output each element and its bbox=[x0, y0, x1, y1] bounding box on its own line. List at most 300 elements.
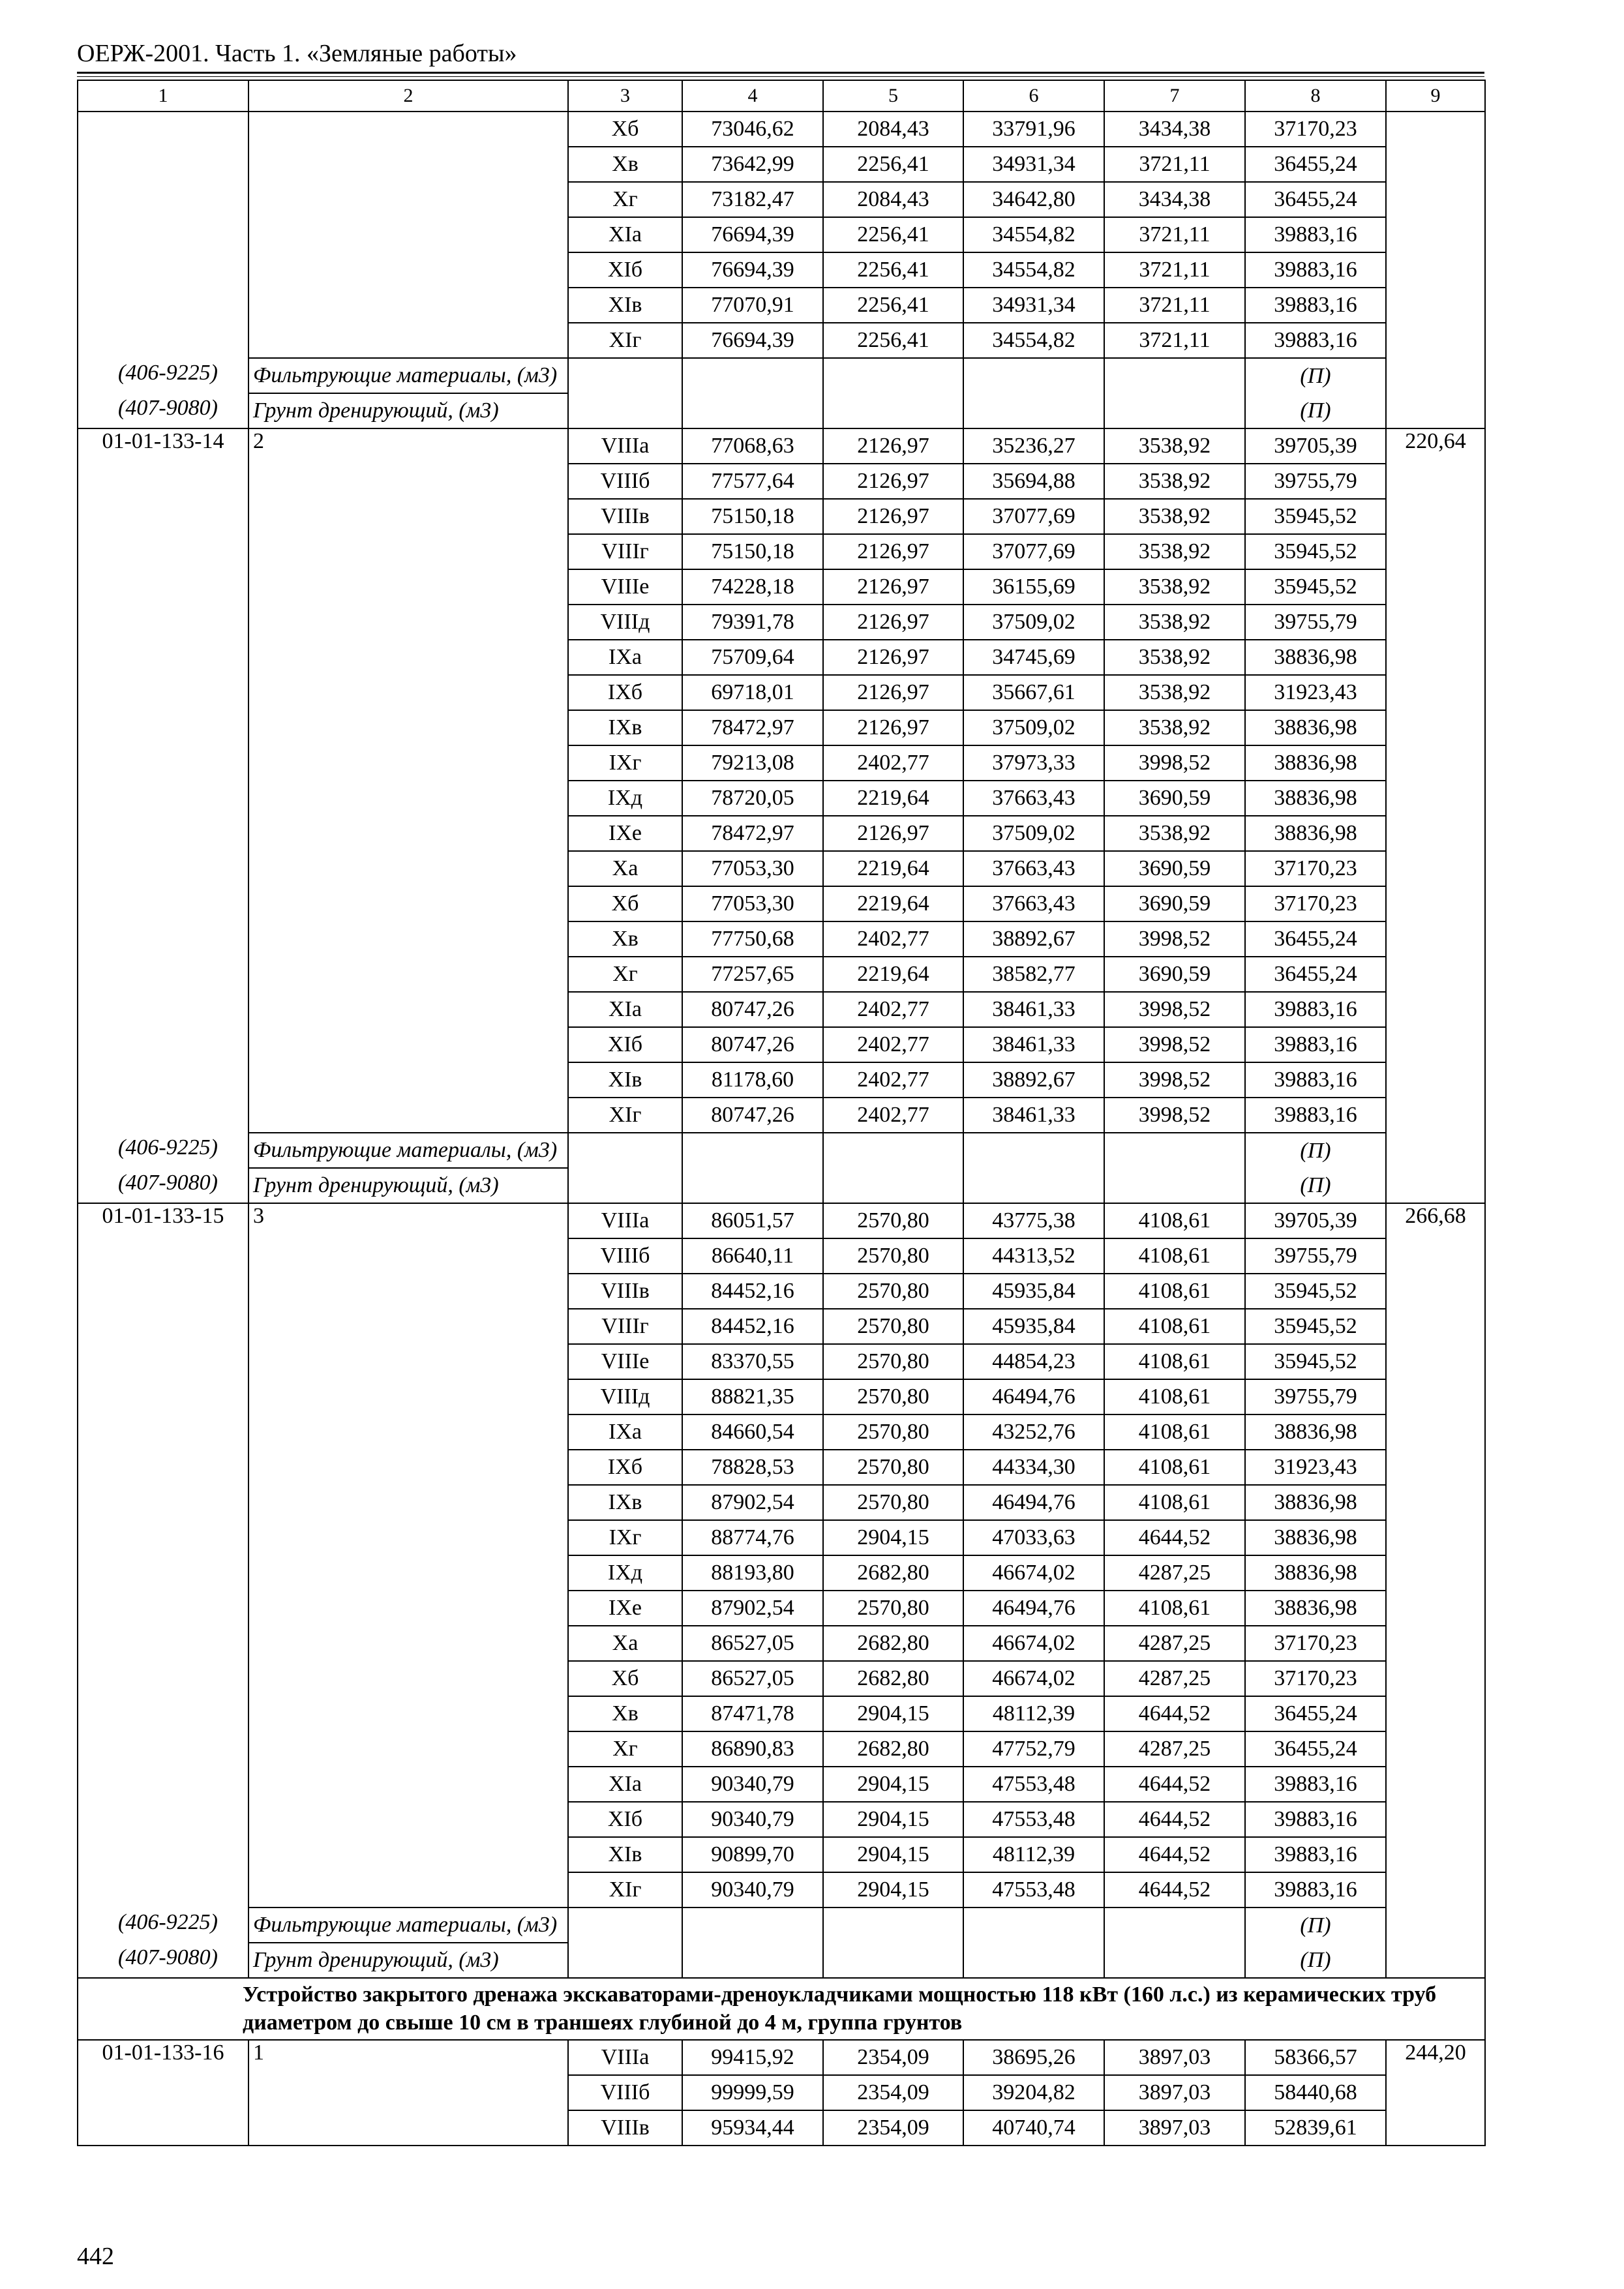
empty-cell bbox=[1104, 1133, 1245, 1168]
empty-cell bbox=[823, 1943, 963, 1978]
cost-cell: 4287,25 bbox=[1104, 1626, 1245, 1661]
cost-cell: 2126,97 bbox=[823, 569, 963, 605]
material-note-row bbox=[78, 1133, 1485, 1168]
empty-cell bbox=[1104, 393, 1245, 428]
cost-cell: 39883,16 bbox=[1245, 1872, 1386, 1908]
cost-cell: 47752,79 bbox=[963, 1731, 1104, 1767]
cost-cell: 84452,16 bbox=[682, 1309, 823, 1344]
cost-cell: 76694,39 bbox=[682, 323, 823, 358]
cost-cell: 44334,30 bbox=[963, 1450, 1104, 1485]
cost-cell: 3998,52 bbox=[1104, 1062, 1245, 1098]
cost-cell: 38582,77 bbox=[963, 957, 1104, 992]
cost-cell: 43775,38 bbox=[963, 1203, 1104, 1238]
cost-cell: 38836,98 bbox=[1245, 1555, 1386, 1591]
material-note-row bbox=[78, 1943, 1485, 1978]
material-name: Фильтрующие материалы, (м3) bbox=[248, 358, 568, 393]
cost-cell: 37170,23 bbox=[1245, 1661, 1386, 1696]
soil-group: Хв bbox=[568, 921, 682, 957]
cost-cell: 2126,97 bbox=[823, 428, 963, 464]
cost-cell: 3690,59 bbox=[1104, 886, 1245, 921]
cost-cell: 36455,24 bbox=[1245, 147, 1386, 182]
cost-cell: 3690,59 bbox=[1104, 957, 1245, 992]
cost-cell: 38892,67 bbox=[963, 921, 1104, 957]
soil-group: IXa bbox=[568, 1414, 682, 1450]
cost-cell: 73642,99 bbox=[682, 147, 823, 182]
rate-code: 01-01-133-16 bbox=[78, 2040, 248, 2146]
cost-cell: 39883,16 bbox=[1245, 217, 1386, 252]
soil-group: VIIIe bbox=[568, 1344, 682, 1379]
cost-cell: 88193,80 bbox=[682, 1555, 823, 1591]
cost-cell: 2402,77 bbox=[823, 992, 963, 1027]
table-row bbox=[78, 1203, 1485, 1238]
cost-cell: 2219,64 bbox=[823, 851, 963, 886]
soil-group: IXв bbox=[568, 1485, 682, 1520]
table-row bbox=[78, 112, 1485, 147]
soil-group: Xa bbox=[568, 851, 682, 886]
cost-cell: 2402,77 bbox=[823, 745, 963, 781]
soil-group: IXe bbox=[568, 1591, 682, 1626]
cost-cell: 4644,52 bbox=[1104, 1520, 1245, 1555]
cost-cell: 74228,18 bbox=[682, 569, 823, 605]
soil-group: IXe bbox=[568, 816, 682, 851]
material-mark: (П) bbox=[1245, 1168, 1386, 1203]
material-mark: (П) bbox=[1245, 1133, 1386, 1168]
cost-cell: 2402,77 bbox=[823, 1062, 963, 1098]
cost-cell: 2570,80 bbox=[823, 1485, 963, 1520]
cost-cell: 38836,98 bbox=[1245, 1414, 1386, 1450]
empty-cell bbox=[568, 358, 682, 393]
material-code: (406-9225) bbox=[118, 361, 218, 385]
cost-cell: 77577,64 bbox=[682, 464, 823, 499]
cost-cell: 37077,69 bbox=[963, 534, 1104, 569]
column-number: 5 bbox=[823, 80, 963, 112]
cost-cell: 38836,98 bbox=[1245, 816, 1386, 851]
cost-cell: 2126,97 bbox=[823, 640, 963, 675]
cost-cell: 78472,97 bbox=[682, 710, 823, 745]
cost-cell: 3538,92 bbox=[1104, 499, 1245, 534]
cost-cell: 2126,97 bbox=[823, 464, 963, 499]
cost-cell: 39755,79 bbox=[1245, 464, 1386, 499]
rate-parameter: 2 bbox=[248, 428, 568, 1133]
soil-group: XIa bbox=[568, 992, 682, 1027]
cost-cell: 84452,16 bbox=[682, 1274, 823, 1309]
cost-cell: 35945,52 bbox=[1245, 534, 1386, 569]
cost-cell: 39883,16 bbox=[1245, 992, 1386, 1027]
cost-cell: 3434,38 bbox=[1104, 112, 1245, 147]
page-number: 442 bbox=[77, 2243, 114, 2270]
cost-cell: 37170,23 bbox=[1245, 112, 1386, 147]
soil-group: XIa bbox=[568, 217, 682, 252]
empty-cell bbox=[823, 358, 963, 393]
soil-group: XIa bbox=[568, 1767, 682, 1802]
cost-cell: 2904,15 bbox=[823, 1872, 963, 1908]
table-row bbox=[78, 428, 1485, 464]
soil-group: Хв bbox=[568, 147, 682, 182]
rate-code: 01-01-133-14 bbox=[78, 428, 248, 1203]
empty-cell bbox=[823, 1908, 963, 1943]
cost-cell: 2904,15 bbox=[823, 1767, 963, 1802]
column-number: 4 bbox=[682, 80, 823, 112]
cost-cell: 99415,92 bbox=[682, 2040, 823, 2075]
cost-cell: 2570,80 bbox=[823, 1344, 963, 1379]
cost-cell: 37663,43 bbox=[963, 781, 1104, 816]
cost-cell: 39755,79 bbox=[1245, 1379, 1386, 1414]
cost-cell: 4108,61 bbox=[1104, 1274, 1245, 1309]
soil-group: XIг bbox=[568, 1872, 682, 1908]
column-number: 3 bbox=[568, 80, 682, 112]
empty-cell bbox=[682, 393, 823, 428]
rate-parameter bbox=[248, 112, 568, 358]
cost-cell: 2084,43 bbox=[823, 112, 963, 147]
empty-cell bbox=[1104, 1943, 1245, 1978]
cost-cell: 2570,80 bbox=[823, 1274, 963, 1309]
cost-cell: 3538,92 bbox=[1104, 428, 1245, 464]
rate-code: 01-01-133-15 bbox=[78, 1203, 248, 1978]
cost-cell: 46494,76 bbox=[963, 1591, 1104, 1626]
empty-cell bbox=[1104, 358, 1245, 393]
header-rule-thin bbox=[77, 76, 1484, 77]
soil-group: XIг bbox=[568, 1098, 682, 1133]
cost-cell: 4108,61 bbox=[1104, 1450, 1245, 1485]
soil-group: IXб bbox=[568, 1450, 682, 1485]
cost-cell: 58366,57 bbox=[1245, 2040, 1386, 2075]
cost-cell: 80747,26 bbox=[682, 992, 823, 1027]
soil-group: XIг bbox=[568, 323, 682, 358]
cost-cell: 86527,05 bbox=[682, 1661, 823, 1696]
cost-cell: 79213,08 bbox=[682, 745, 823, 781]
cost-cell: 87902,54 bbox=[682, 1485, 823, 1520]
cost-cell: 37509,02 bbox=[963, 816, 1104, 851]
cost-cell: 34554,82 bbox=[963, 217, 1104, 252]
cost-cell: 46674,02 bbox=[963, 1555, 1104, 1591]
column-number-row bbox=[78, 80, 1485, 112]
cost-cell: 2126,97 bbox=[823, 710, 963, 745]
cost-cell: 3897,03 bbox=[1104, 2040, 1245, 2075]
cost-cell: 47553,48 bbox=[963, 1872, 1104, 1908]
cost-cell: 3690,59 bbox=[1104, 781, 1245, 816]
cost-cell: 3721,11 bbox=[1104, 217, 1245, 252]
soil-group: VIIIe bbox=[568, 569, 682, 605]
rate-parameter: 3 bbox=[248, 1203, 568, 1908]
soil-group: IXг bbox=[568, 1520, 682, 1555]
cost-cell: 2126,97 bbox=[823, 605, 963, 640]
cost-cell: 2904,15 bbox=[823, 1696, 963, 1731]
soil-group: IXд bbox=[568, 1555, 682, 1591]
cost-cell: 40740,74 bbox=[963, 2110, 1104, 2146]
material-code: (406-9225) bbox=[118, 1910, 218, 1934]
cost-cell: 31923,43 bbox=[1245, 1450, 1386, 1485]
cost-cell: 33791,96 bbox=[963, 112, 1104, 147]
extra-value: 244,20 bbox=[1386, 2040, 1485, 2146]
soil-group: IXa bbox=[568, 640, 682, 675]
cost-cell: 38836,98 bbox=[1245, 1485, 1386, 1520]
soil-group: XIв bbox=[568, 1062, 682, 1098]
cost-cell: 34931,34 bbox=[963, 288, 1104, 323]
cost-cell: 2570,80 bbox=[823, 1203, 963, 1238]
cost-cell: 38836,98 bbox=[1245, 745, 1386, 781]
cost-cell: 48112,39 bbox=[963, 1837, 1104, 1872]
empty-cell bbox=[682, 358, 823, 393]
cost-cell: 90340,79 bbox=[682, 1802, 823, 1837]
material-note-row bbox=[78, 1168, 1485, 1203]
cost-cell: 75150,18 bbox=[682, 499, 823, 534]
column-number: 9 bbox=[1386, 80, 1485, 112]
cost-cell: 48112,39 bbox=[963, 1696, 1104, 1731]
column-number: 2 bbox=[248, 80, 568, 112]
cost-cell: 39705,39 bbox=[1245, 428, 1386, 464]
cost-cell: 87471,78 bbox=[682, 1696, 823, 1731]
empty-cell bbox=[963, 393, 1104, 428]
cost-cell: 86051,57 bbox=[682, 1203, 823, 1238]
cost-cell: 4108,61 bbox=[1104, 1485, 1245, 1520]
cost-cell: 2354,09 bbox=[823, 2040, 963, 2075]
table-row bbox=[78, 2040, 1485, 2075]
cost-cell: 34931,34 bbox=[963, 147, 1104, 182]
cost-cell: 80747,26 bbox=[682, 1027, 823, 1062]
cost-cell: 69718,01 bbox=[682, 675, 823, 710]
cost-cell: 36455,24 bbox=[1245, 1696, 1386, 1731]
cost-cell: 2570,80 bbox=[823, 1238, 963, 1274]
cost-cell: 4287,25 bbox=[1104, 1731, 1245, 1767]
cost-cell: 2570,80 bbox=[823, 1379, 963, 1414]
soil-group: VIIIд bbox=[568, 1379, 682, 1414]
cost-cell: 36455,24 bbox=[1245, 1731, 1386, 1767]
soil-group: IXб bbox=[568, 675, 682, 710]
cost-cell: 36455,24 bbox=[1245, 921, 1386, 957]
cost-cell: 99999,59 bbox=[682, 2075, 823, 2110]
cost-cell: 38461,33 bbox=[963, 992, 1104, 1027]
cost-cell: 2256,41 bbox=[823, 323, 963, 358]
cost-cell: 4108,61 bbox=[1104, 1309, 1245, 1344]
cost-cell: 38836,98 bbox=[1245, 710, 1386, 745]
cost-cell: 39755,79 bbox=[1245, 1238, 1386, 1274]
soil-group: VIIIд bbox=[568, 605, 682, 640]
column-number: 7 bbox=[1104, 80, 1245, 112]
column-number: 6 bbox=[963, 80, 1104, 112]
material-name: Фильтрующие материалы, (м3) bbox=[248, 1133, 568, 1168]
cost-cell: 80747,26 bbox=[682, 1098, 823, 1133]
material-code: (406-9225) bbox=[118, 1135, 218, 1159]
soil-group: XIб bbox=[568, 252, 682, 288]
cost-cell: 35945,52 bbox=[1245, 1309, 1386, 1344]
cost-cell: 2126,97 bbox=[823, 499, 963, 534]
soil-group: VIIIг bbox=[568, 1309, 682, 1344]
cost-cell: 4287,25 bbox=[1104, 1661, 1245, 1696]
cost-cell: 2219,64 bbox=[823, 957, 963, 992]
soil-group: VIIIб bbox=[568, 464, 682, 499]
cost-cell: 3721,11 bbox=[1104, 288, 1245, 323]
soil-group: VIIIб bbox=[568, 2075, 682, 2110]
material-code: (407-9080) bbox=[118, 1171, 218, 1195]
material-code: (407-9080) bbox=[118, 1945, 218, 1969]
cost-cell: 77750,68 bbox=[682, 921, 823, 957]
cost-cell: 2904,15 bbox=[823, 1802, 963, 1837]
empty-cell bbox=[568, 1908, 682, 1943]
header-rule bbox=[77, 72, 1484, 74]
material-mark: (П) bbox=[1245, 358, 1386, 393]
cost-cell: 4108,61 bbox=[1104, 1414, 1245, 1450]
cost-cell: 3538,92 bbox=[1104, 605, 1245, 640]
cost-cell: 2904,15 bbox=[823, 1520, 963, 1555]
cost-cell: 3998,52 bbox=[1104, 745, 1245, 781]
cost-cell: 4108,61 bbox=[1104, 1344, 1245, 1379]
cost-cell: 2402,77 bbox=[823, 921, 963, 957]
cost-cell: 2126,97 bbox=[823, 534, 963, 569]
soil-group: VIIIв bbox=[568, 2110, 682, 2146]
soil-group: XIб bbox=[568, 1802, 682, 1837]
cost-cell: 76694,39 bbox=[682, 217, 823, 252]
cost-cell: 77053,30 bbox=[682, 886, 823, 921]
cost-cell: 76694,39 bbox=[682, 252, 823, 288]
extra-value: 266,68 bbox=[1386, 1203, 1485, 1978]
cost-cell: 77053,30 bbox=[682, 851, 823, 886]
cost-cell: 44854,23 bbox=[963, 1344, 1104, 1379]
cost-cell: 2682,80 bbox=[823, 1661, 963, 1696]
cost-cell: 39883,16 bbox=[1245, 1062, 1386, 1098]
cost-cell: 38461,33 bbox=[963, 1027, 1104, 1062]
cost-cell: 3998,52 bbox=[1104, 1027, 1245, 1062]
cost-cell: 88774,76 bbox=[682, 1520, 823, 1555]
empty-cell bbox=[1104, 1908, 1245, 1943]
cost-cell: 39883,16 bbox=[1245, 1837, 1386, 1872]
cost-cell: 35945,52 bbox=[1245, 499, 1386, 534]
cost-cell: 38836,98 bbox=[1245, 781, 1386, 816]
material-note-row bbox=[78, 358, 1485, 393]
cost-cell: 39204,82 bbox=[963, 2075, 1104, 2110]
cost-cell: 2354,09 bbox=[823, 2110, 963, 2146]
soil-group: VIIIa bbox=[568, 2040, 682, 2075]
soil-group: Хг bbox=[568, 957, 682, 992]
material-note-row bbox=[78, 1908, 1485, 1943]
section-heading-row bbox=[78, 1978, 1485, 2040]
cost-cell: 38695,26 bbox=[963, 2040, 1104, 2075]
cost-cell: 37170,23 bbox=[1245, 851, 1386, 886]
cost-cell: 37509,02 bbox=[963, 710, 1104, 745]
cost-cell: 86527,05 bbox=[682, 1626, 823, 1661]
empty-cell bbox=[682, 1943, 823, 1978]
extra-value: 220,64 bbox=[1386, 428, 1485, 1203]
soil-group: VIIIв bbox=[568, 1274, 682, 1309]
material-code: (407-9080) bbox=[118, 396, 218, 420]
empty-cell bbox=[963, 1908, 1104, 1943]
cost-cell: 58440,68 bbox=[1245, 2075, 1386, 2110]
material-name: Грунт дренирующий, (м3) bbox=[248, 1943, 568, 1978]
soil-group: Xa bbox=[568, 1626, 682, 1661]
cost-cell: 79391,78 bbox=[682, 605, 823, 640]
material-note-row bbox=[78, 393, 1485, 428]
cost-cell: 39705,39 bbox=[1245, 1203, 1386, 1238]
material-mark: (П) bbox=[1245, 1943, 1386, 1978]
empty-cell bbox=[682, 1908, 823, 1943]
cost-cell: 39883,16 bbox=[1245, 1767, 1386, 1802]
cost-cell: 35236,27 bbox=[963, 428, 1104, 464]
cost-cell: 36455,24 bbox=[1245, 957, 1386, 992]
cost-cell: 52839,61 bbox=[1245, 2110, 1386, 2146]
cost-cell: 39883,16 bbox=[1245, 1098, 1386, 1133]
soil-group: XIб bbox=[568, 1027, 682, 1062]
cost-cell: 2682,80 bbox=[823, 1731, 963, 1767]
cost-cell: 4287,25 bbox=[1104, 1555, 1245, 1591]
cost-cell: 73046,62 bbox=[682, 112, 823, 147]
cost-cell: 2256,41 bbox=[823, 288, 963, 323]
cost-cell: 2682,80 bbox=[823, 1626, 963, 1661]
cost-cell: 34554,82 bbox=[963, 323, 1104, 358]
cost-cell: 44313,52 bbox=[963, 1238, 1104, 1274]
cost-cell: 46674,02 bbox=[963, 1661, 1104, 1696]
cost-cell: 77257,65 bbox=[682, 957, 823, 992]
cost-cell: 36155,69 bbox=[963, 569, 1104, 605]
soil-group: XIв bbox=[568, 1837, 682, 1872]
cost-cell: 2256,41 bbox=[823, 217, 963, 252]
cost-cell: 2354,09 bbox=[823, 2075, 963, 2110]
material-name: Грунт дренирующий, (м3) bbox=[248, 393, 568, 428]
extra-value bbox=[1386, 112, 1485, 428]
cost-cell: 39883,16 bbox=[1245, 252, 1386, 288]
cost-cell: 38892,67 bbox=[963, 1062, 1104, 1098]
cost-cell: 3897,03 bbox=[1104, 2075, 1245, 2110]
cost-cell: 47553,48 bbox=[963, 1767, 1104, 1802]
cost-cell: 3538,92 bbox=[1104, 464, 1245, 499]
empty-cell bbox=[963, 1133, 1104, 1168]
cost-cell: 4108,61 bbox=[1104, 1203, 1245, 1238]
cost-cell: 47033,63 bbox=[963, 1520, 1104, 1555]
soil-group: VIIIв bbox=[568, 499, 682, 534]
cost-cell: 4108,61 bbox=[1104, 1238, 1245, 1274]
cost-cell: 37663,43 bbox=[963, 851, 1104, 886]
soil-group: VIIIa bbox=[568, 1203, 682, 1238]
cost-cell: 46494,76 bbox=[963, 1485, 1104, 1520]
cost-cell: 75709,64 bbox=[682, 640, 823, 675]
empty-cell bbox=[963, 1168, 1104, 1203]
cost-cell: 4644,52 bbox=[1104, 1872, 1245, 1908]
cost-cell: 3538,92 bbox=[1104, 534, 1245, 569]
cost-cell: 4644,52 bbox=[1104, 1837, 1245, 1872]
cost-cell: 38836,98 bbox=[1245, 1520, 1386, 1555]
cost-cell: 78720,05 bbox=[682, 781, 823, 816]
cost-cell: 43252,76 bbox=[963, 1414, 1104, 1450]
cost-cell: 47553,48 bbox=[963, 1802, 1104, 1837]
cost-cell: 39883,16 bbox=[1245, 323, 1386, 358]
cost-cell: 38836,98 bbox=[1245, 640, 1386, 675]
cost-cell: 2256,41 bbox=[823, 147, 963, 182]
cost-cell: 2570,80 bbox=[823, 1309, 963, 1344]
section-heading: Устройство закрытого дренажа экскаваторами-дреноукладчиками мощностью 118 кВт (160 л.с.) из керамических труб диаметром до свыше 10 см в траншеях глубиной до 4 м, группа грунтов bbox=[78, 1978, 1485, 2040]
cost-cell: 36455,24 bbox=[1245, 182, 1386, 217]
soil-group: IXд bbox=[568, 781, 682, 816]
soil-group: Хг bbox=[568, 1731, 682, 1767]
cost-cell: 2402,77 bbox=[823, 1098, 963, 1133]
soil-group: Хв bbox=[568, 1696, 682, 1731]
cost-cell: 87902,54 bbox=[682, 1591, 823, 1626]
cost-cell: 3721,11 bbox=[1104, 147, 1245, 182]
cost-cell: 37170,23 bbox=[1245, 886, 1386, 921]
cost-cell: 3538,92 bbox=[1104, 675, 1245, 710]
cost-cell: 4644,52 bbox=[1104, 1767, 1245, 1802]
cost-cell: 38836,98 bbox=[1245, 1591, 1386, 1626]
cost-cell: 83370,55 bbox=[682, 1344, 823, 1379]
cost-cell: 35694,88 bbox=[963, 464, 1104, 499]
cost-cell: 37170,23 bbox=[1245, 1626, 1386, 1661]
cost-cell: 3721,11 bbox=[1104, 252, 1245, 288]
cost-cell: 4644,52 bbox=[1104, 1802, 1245, 1837]
cost-cell: 86640,11 bbox=[682, 1238, 823, 1274]
cost-cell: 46674,02 bbox=[963, 1626, 1104, 1661]
cost-cell: 35945,52 bbox=[1245, 1274, 1386, 1309]
cost-cell: 3998,52 bbox=[1104, 992, 1245, 1027]
cost-cell: 39883,16 bbox=[1245, 1027, 1386, 1062]
cost-cell: 81178,60 bbox=[682, 1062, 823, 1098]
rates-table bbox=[77, 80, 1486, 2146]
